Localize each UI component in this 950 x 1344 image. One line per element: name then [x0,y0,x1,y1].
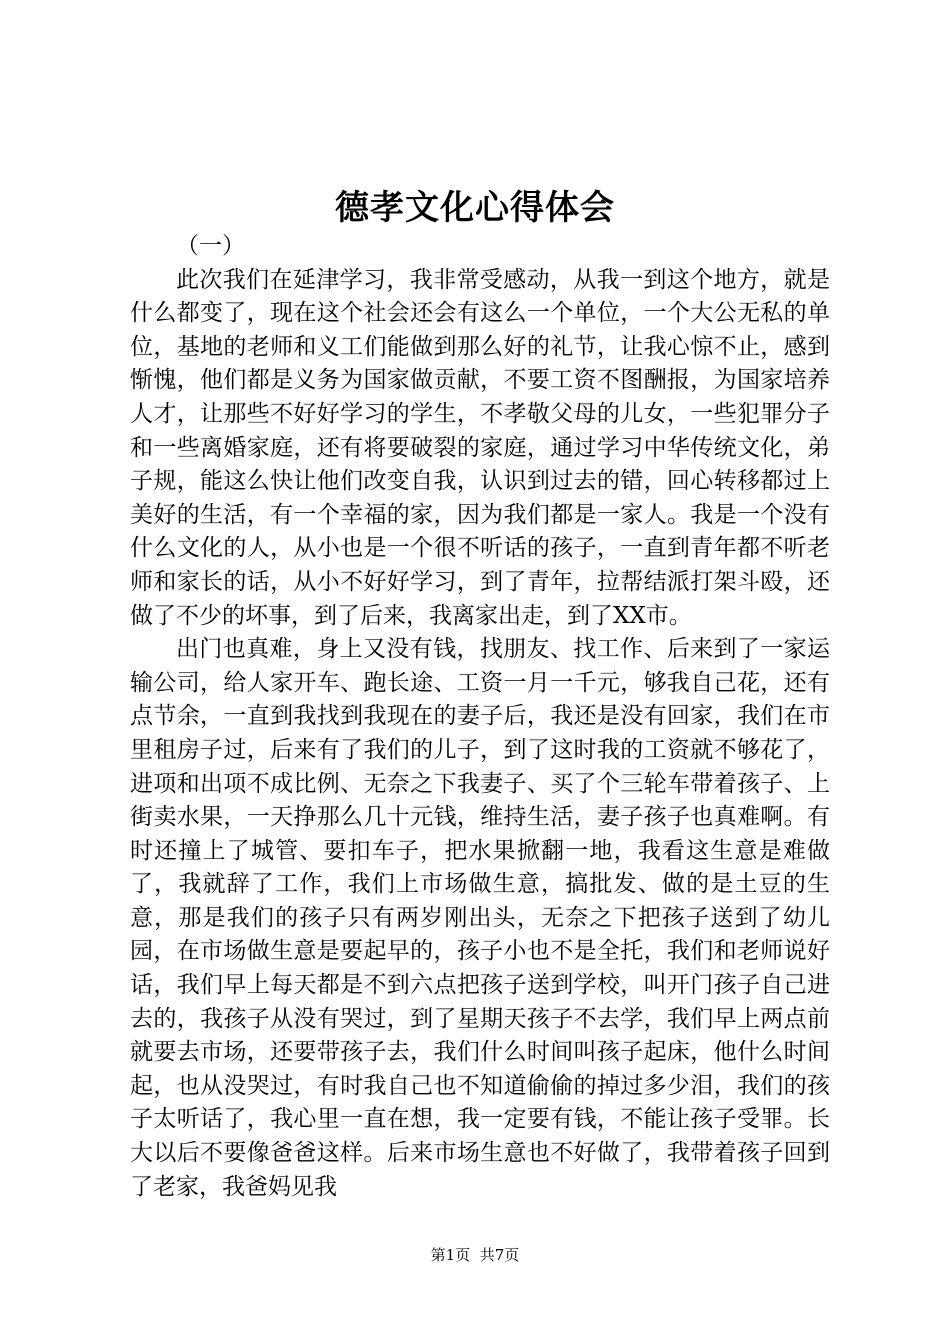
footer-spacer [470,1246,480,1264]
page-number: 第1页 [430,1246,471,1264]
document-body [130,230,830,1204]
page-total: 共7页 [479,1246,520,1264]
page-footer [0,1244,950,1266]
section-marker: （一） [176,233,245,259]
paragraph-1: 此次我们在延津学习，我非常受感动，从我一到这个地方，就是什么都变了，现在这个社会还会有这么一个单位，一个大公无私的单位，基地的老师和义工们能做到那么好的礼节，让我心惊不止，感到惭愧，他们都是义务为国家做贡献，不要工资不图酬报，为国家培养人才，让那些不好好学习的学生，不孝敬父母的儿女，一些犯罪分子和一些离婚家庭，还有将要破裂的家庭，通过学习中华传统文化，弟子规，能这么快让他们改变自我，认识到过去的错，回心转移都过上美好的生活，有一个幸福的家，因为我们都是一家人。我是一个没有什么文化的人，从小也是一个很不听话的孩子，一直到青年都不听老师和家长的话，从小不好好学习，到了青年，拉帮结派打架斗殴，还做了不少的坏事，到了后来，我离家出走，到了XX市。 [130,266,830,629]
document-title: 德孝文化心得体会 [335,188,615,228]
paragraph-2: 出门也真难，身上又没有钱，找朋友、找工作、后来到了一家运输公司，给人家开车、跑长途、工资一月一千元，够我自己花，还有点节余，一直到我找到我现在的妻子后，我还是没有回家，我们在市里租房子过，后来有了我们的儿子，到了这时我的工资就不够花了，进项和出项不成比例、无奈之下我妻子、买了个三轮车带着孩子、上街卖水果，一天挣那么几十元钱，维持生活，妻子孩子也真难啊。有时还撞上了城管、要扣车子，把水果掀翻一地，我看这生意是难做了，我就辞了工作，我们上市场做生意，搞批发、做的是土豆的生意，那是我们的孩子只有两岁刚出头，无奈之下把孩子送到了幼儿园，在市场做生意是要起早的，孩子小也不是全托，我们和老师说好话，我们早上每天都是不到六点把孩子送到学校，叫开门孩子自己进去的，我孩子从没有哭过，到了星期天孩子不去学，我们早上两点前就要去市场，还要带孩子去，我们什么时间叫孩子起床，他什么时间起，也从没哭过，有时我自己也不知道偷偷的掉过多少泪，我们的孩子太听话了，我心里一直在想，我一定要有钱，不能让孩子受罪。长大以后不要像爸爸这样。后来市场生意也不好做了，我带着孩子回到了老家，我爸妈见我 [130,636,830,1200]
